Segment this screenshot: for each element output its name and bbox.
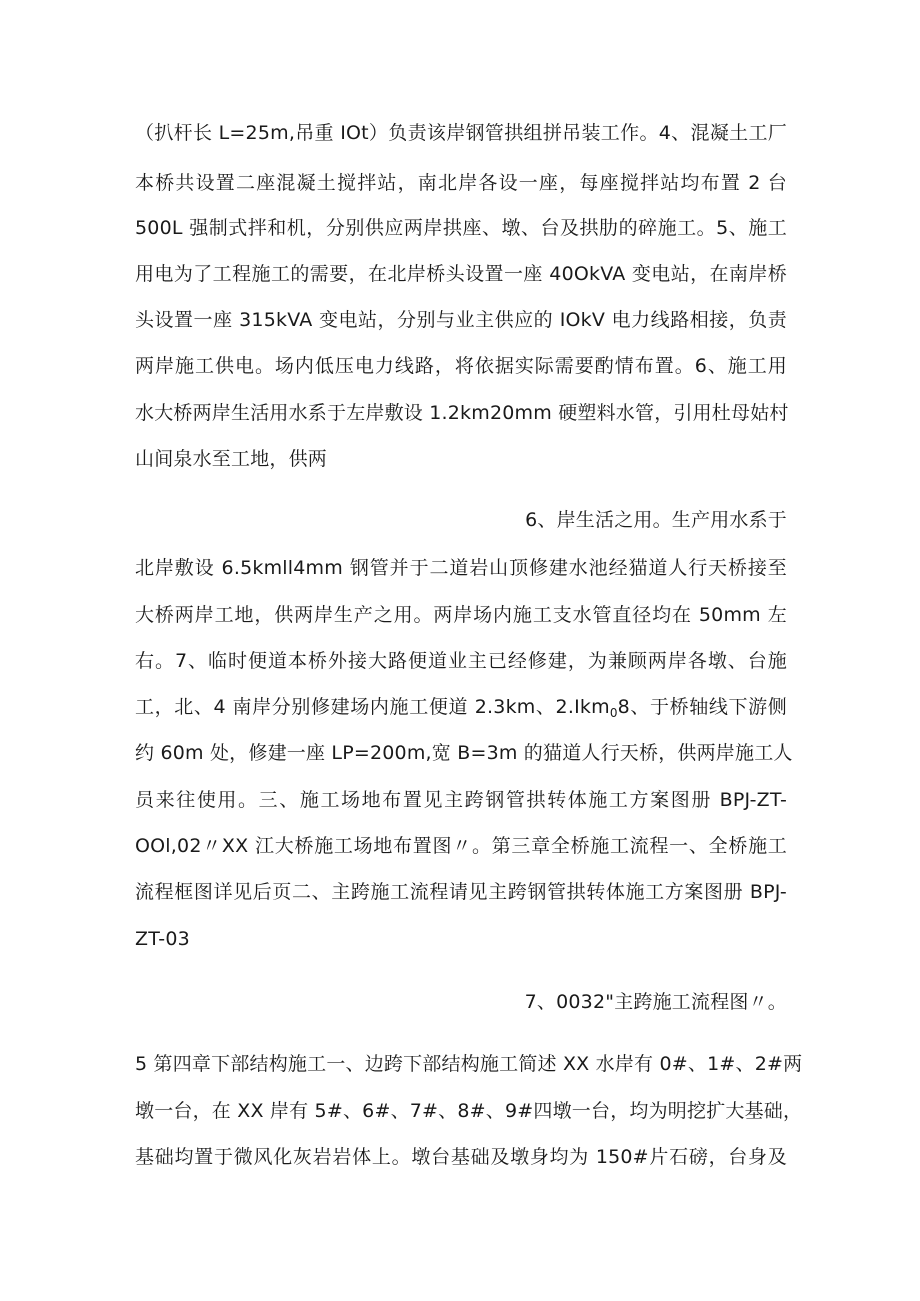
text-line-15: 员来往使用。三、施工场地布置见主跨钢管拱转体施工方案图册 BPJ-ZT- <box>135 789 787 811</box>
text-line-9: 6、岸生活之用。生产用水系于 <box>525 509 787 531</box>
text-line-8: 山间泉水至工地，供两 <box>135 448 328 470</box>
text-line-13 <box>135 695 787 725</box>
text-line-17: 流程框图详见后页二、主跨施工流程请见主跨钢管拱转体施工方案图册 BPJ- <box>135 881 787 903</box>
text-line-5: 头设置一座 315kVA 变电站，分别与业主供应的 IOkV 电力线路相接，负责 <box>135 309 787 331</box>
text-line-3: 500L 强制式拌和机，分别供应两岸拱座、墩、台及拱肋的碎施工。5、施工 <box>135 217 787 239</box>
text-line-21: 墩一台，在 XX 岸有 5#、6#、7#、8#、9#四墩一台，均为明挖扩大基础， <box>135 1100 803 1122</box>
text-line-10: 北岸敷设 6.5kmll4mm 钢管并于二道岩山顶修建水池经猫道人行天桥接至 <box>135 557 787 579</box>
subscript-digit: 0 <box>609 706 618 720</box>
text-line-2: 本桥共设置二座混凝土搅拌站，南北岸各设一座，每座搅拌站均布置 2 台 <box>135 172 787 194</box>
text-line-14: 约 60m 处，修建一座 LP=200m,宽 B=3m 的猫道人行天桥，供两岸施工人 <box>135 742 793 764</box>
text-line-22: 基础均置于微风化灰岩岩体上。墩台基础及墩身均为 150#片石磅，台身及 <box>135 1146 787 1168</box>
text-line-13-main: 工，北、4 南岸分别修建场内施工便道 2.3km、2.Ikm <box>135 696 610 718</box>
text-line-4: 用电为了工程施工的需要，在北岸桥头设置一座 40OkVA 变电站，在南岸桥 <box>135 263 787 285</box>
text-line-13-tail: 8、于桥轴线下游侧 <box>617 696 788 718</box>
text-line-11: 大桥两岸工地，供两岸生产之用。两岸场内施工支水管直径均在 50mm 左 <box>135 604 787 626</box>
text-line-7: 水大桥两岸生活用水系于左岸敷设 1.2km20mm 硬塑料水管，引用杜母姑村 <box>135 402 789 424</box>
text-line-6: 两岸施工供电。场内低压电力线路，将依据实际需要酌情布置。6、施工用 <box>135 355 787 377</box>
text-line-12: 右。7、临时便道本桥外接大路便道业主已经修建，为兼顾两岸各墩、台施 <box>135 650 787 672</box>
text-line-20: 5 第四章下部结构施工一、边跨下部结构施工简述 XX 水岸有 0#、1#、2#两 <box>135 1053 803 1075</box>
text-line-18: ZT-03 <box>135 928 190 950</box>
text-line-16: OOl,02〃XX 江大桥施工场地布置图〃。第三章全桥施工流程一、全桥施工 <box>135 835 787 857</box>
text-line-1: （扒杆长 L=25m,吊重 IOt）负责该岸钢管拱组拼吊装工作。4、混凝土工厂 <box>135 122 787 144</box>
text-line-19: 7、0032"主跨施工流程图〃。 <box>524 991 787 1013</box>
